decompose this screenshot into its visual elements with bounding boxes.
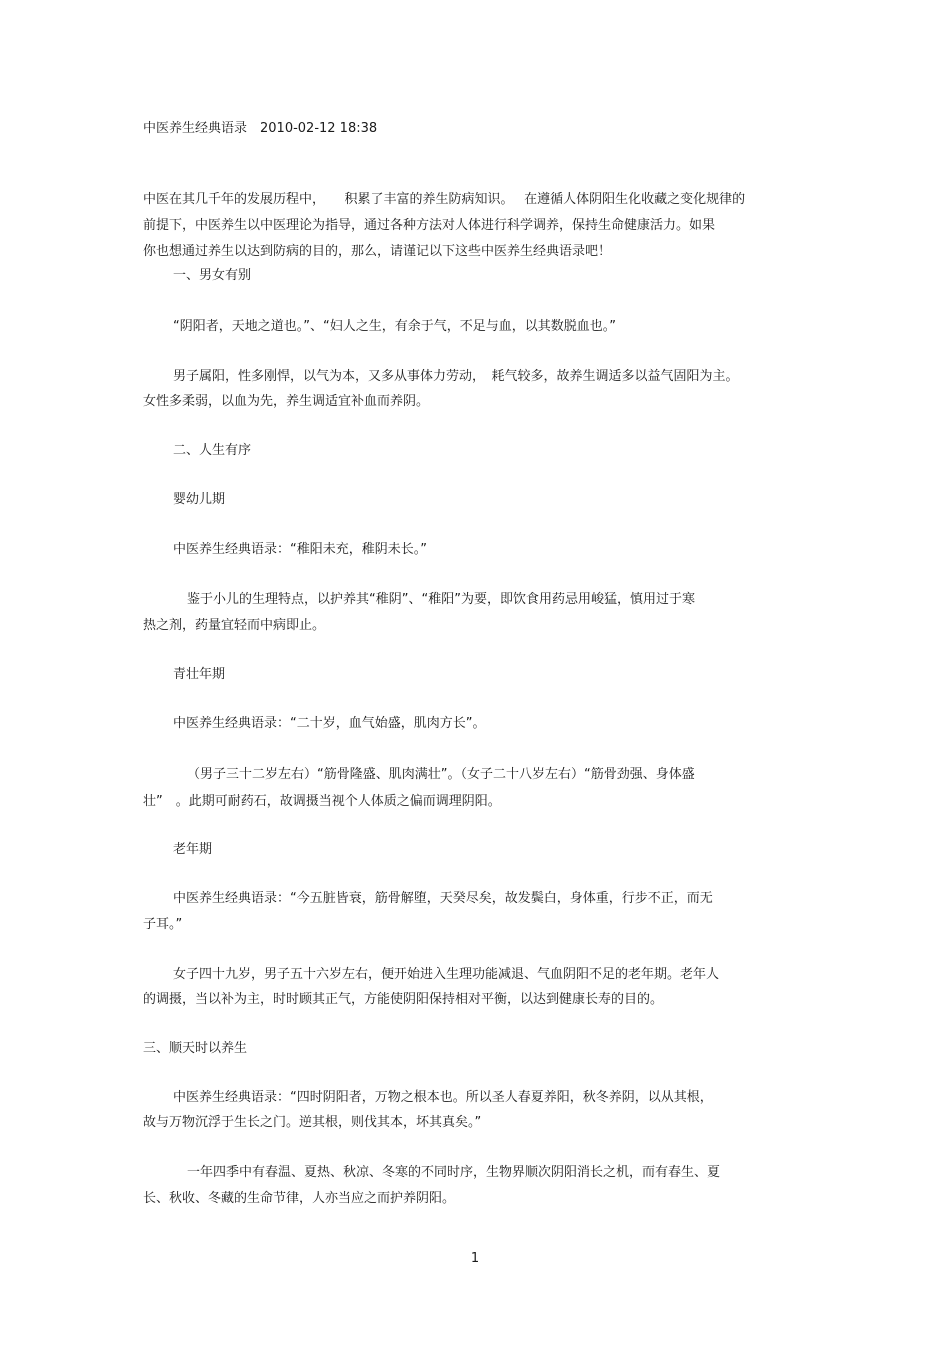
elder-quote-line-2: 子耳。”: [143, 917, 183, 932]
youth-body-line-1: （男子三十二岁左右）“筋骨隆盛、肌肉满壮”。（女子二十八岁左右）“筋骨劲强、身体盛: [187, 767, 695, 782]
section-1-quote: “阴阳者，天地之道也。”、“妇人之生，有余于气，不足与血，以其数脱血也。”: [173, 319, 616, 334]
section-3-quote-line-1: 中医养生经典语录：“四时阴阳者，万物之根本也。所以圣人春夏养阳，秋冬养阴，以从其根，: [173, 1090, 713, 1105]
elder-body-line-1: 女子四十九岁，男子五十六岁左右，便开始进入生理功能减退、气血阴阳不足的老年期。老年人: [173, 967, 720, 982]
section-3-body-line-2: 长、秋收、冬藏的生命节律，人亦当应之而护养阴阳。: [143, 1191, 456, 1206]
section-heading-3: 三、顺天时以养生: [143, 1041, 248, 1056]
infant-heading: 婴幼儿期: [173, 492, 226, 507]
section-3-quote-line-2: 故与万物沉浮于生长之门。逆其根，则伐其本，坏其真矣。”: [143, 1115, 482, 1130]
youth-quote: 中医养生经典语录：“二十岁，血气始盛，肌肉方长”。: [173, 716, 486, 731]
section-1-body-line-1: 男子属阳，性多刚悍，以气为本，又多从事体力劳动， 耗气较多，故养生调适多以益气固阳为主。: [173, 369, 739, 384]
document-title: 中医养生经典语录 2010-02-12 18:38: [143, 121, 378, 136]
intro-line-2: 前提下，中医养生以中医理论为指导，通过各种方法对人体进行科学调养，保持生命健康活力。如果: [143, 218, 716, 233]
elder-heading: 老年期: [173, 842, 213, 857]
infant-body-line-2: 热之剂，药量宜轻而中病即止。: [143, 618, 326, 633]
elder-body-line-2: 的调摄，当以补为主，时时顾其正气，方能使阴阳保持相对平衡，以达到健康长寿的目的。: [143, 992, 664, 1007]
elder-quote-line-1: 中医养生经典语录：“今五脏皆衰，筋骨解堕，天癸尽矣，故发鬓白，身体重，行步不正，而无: [173, 891, 713, 906]
infant-quote: 中医养生经典语录：“稚阳未充，稚阴未长。”: [173, 542, 427, 557]
section-heading-2: 二、人生有序: [173, 443, 252, 458]
page-number: 1: [470, 1251, 480, 1266]
section-1-body-line-2: 女性多柔弱，以血为先，养生调适宜补血而养阴。: [143, 394, 430, 409]
youth-body-line-2: 壮” 。此期可耐药石，故调摄当视个人体质之偏而调理阴阳。: [143, 794, 501, 809]
infant-body-line-1: 鉴于小儿的生理特点，以护养其“稚阴”、“稚阳”为要，即饮食用药忌用峻猛，慎用过于寒: [187, 592, 695, 607]
intro-line-1: 中医在其几千年的发展历程中， 积累了丰富的养生防病知识。 在遵循人体阴阳生化收藏之变化规律的: [143, 192, 746, 207]
section-3-body-line-1: 一年四季中有春温、夏热、秋凉、冬寒的不同时序，生物界顺次阴阳消长之机，而有春生、夏: [187, 1165, 721, 1180]
intro-line-3: 你也想通过养生以达到防病的目的，那么，请谨记以下这些中医养生经典语录吧！: [143, 244, 612, 259]
section-heading-1: 一、男女有别: [173, 268, 252, 283]
youth-heading: 青壮年期: [173, 667, 226, 682]
